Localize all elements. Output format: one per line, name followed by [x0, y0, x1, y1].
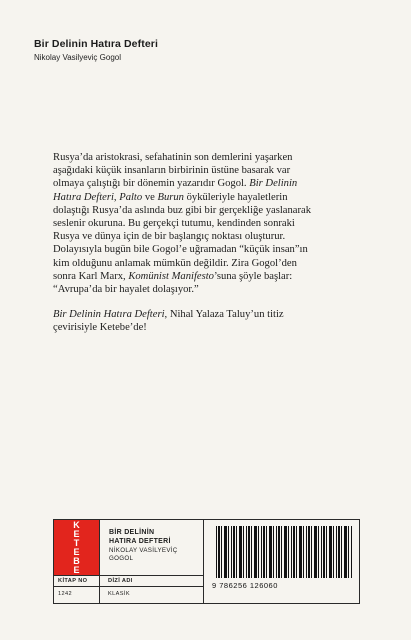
label-author-line-2: GOGOL [109, 555, 134, 562]
blurb-line: çevirisiyle Ketebe’de! [53, 322, 147, 334]
publisher-label [53, 519, 360, 604]
blurb-line: seslenir okuruna. Bu gerçekçi tutumu, kendinden sonraki [53, 218, 295, 230]
label-book-info [99, 520, 203, 575]
italic-book-title: Bir Delinin [249, 178, 298, 190]
label-author-line-1: NİKOLAY VASİLYEVİÇ [109, 547, 178, 554]
blurb-line: “Avrupa’da bir hayalet dolaşıyor.” [53, 284, 199, 296]
blurb-line: Bir Delinin Hatıra Defteri, Nihal Yalaza Taluy’un titiz [53, 309, 284, 321]
blurb-paragraph-2 [53, 308, 371, 334]
label-title-line-1: BİR DELİNİN [109, 529, 155, 536]
blurb-line: olmaya çalıştığı bir dönemin yazarıdır Gogol. Bir Delinin [53, 178, 298, 190]
blurb-line: Dolayısıyla bugün bile Gogol’e uğramadan “küçük insan”ın [53, 244, 308, 256]
logo-letter: E [73, 546, 80, 557]
italic-book-title: Komünist Manifesto [128, 270, 214, 282]
blurb-line: aşağıdaki küçük insanların birbirinin üstüne basarak var [53, 165, 291, 177]
barcode [216, 526, 352, 578]
book-header [34, 38, 158, 62]
italic-book-title: Burun [157, 191, 184, 203]
isbn-number: 9 786256 126060 [212, 581, 278, 590]
book-number-value: 1242 [58, 591, 73, 597]
logo-letter: K [73, 519, 80, 530]
ketebe-logo [54, 520, 99, 575]
book-author: Nikolay Vasilyeviç Gogol [34, 53, 121, 62]
blurb-line: sonra Karl Marx, Komünist Manifesto’suna şöyle başlar: [53, 270, 293, 282]
italic-book-title: Hatıra Defteri [53, 191, 114, 203]
label-divider [99, 575, 100, 603]
label-divider [54, 586, 203, 587]
logo-letter: T [73, 537, 80, 548]
back-cover-blurb [53, 151, 371, 335]
blurb-line: kim olduğunu anlamak mümkün değildir. Zira Gogol’den [53, 257, 297, 269]
book-number-header: KİTAP NO [58, 578, 88, 584]
logo-letter: B [73, 555, 80, 566]
series-name-header: DİZİ ADI [108, 578, 133, 584]
blurb-line: Rusya’da aristokrasi, sefahatinin son demlerini yaşarken [53, 152, 293, 163]
blurb-paragraph-1 [53, 151, 371, 296]
blurb-line: dolaştığı Rusya’da aslında buz gibi bir gerçekliğe yaslanarak [53, 204, 311, 216]
label-divider [54, 575, 203, 576]
logo-letter: E [73, 528, 80, 539]
label-title-line-2: HATIRA DEFTERİ [109, 538, 171, 545]
italic-book-title: Bir Delinin Hatıra Defteri [53, 309, 165, 321]
series-name-value: KLASİK [108, 591, 130, 597]
barcode-area [203, 520, 359, 603]
blurb-line: Hatıra Defteri, Palto ve Burun öyküleriyle hayaletlerin [53, 191, 288, 203]
logo-letter: E [73, 564, 80, 575]
italic-book-title: Palto [119, 191, 143, 203]
book-title: Bir Delinin Hatıra Defteri [34, 38, 158, 50]
blurb-line: Rusya ve dünya için de bir başlangıç noktası oluşturur. [53, 231, 286, 243]
